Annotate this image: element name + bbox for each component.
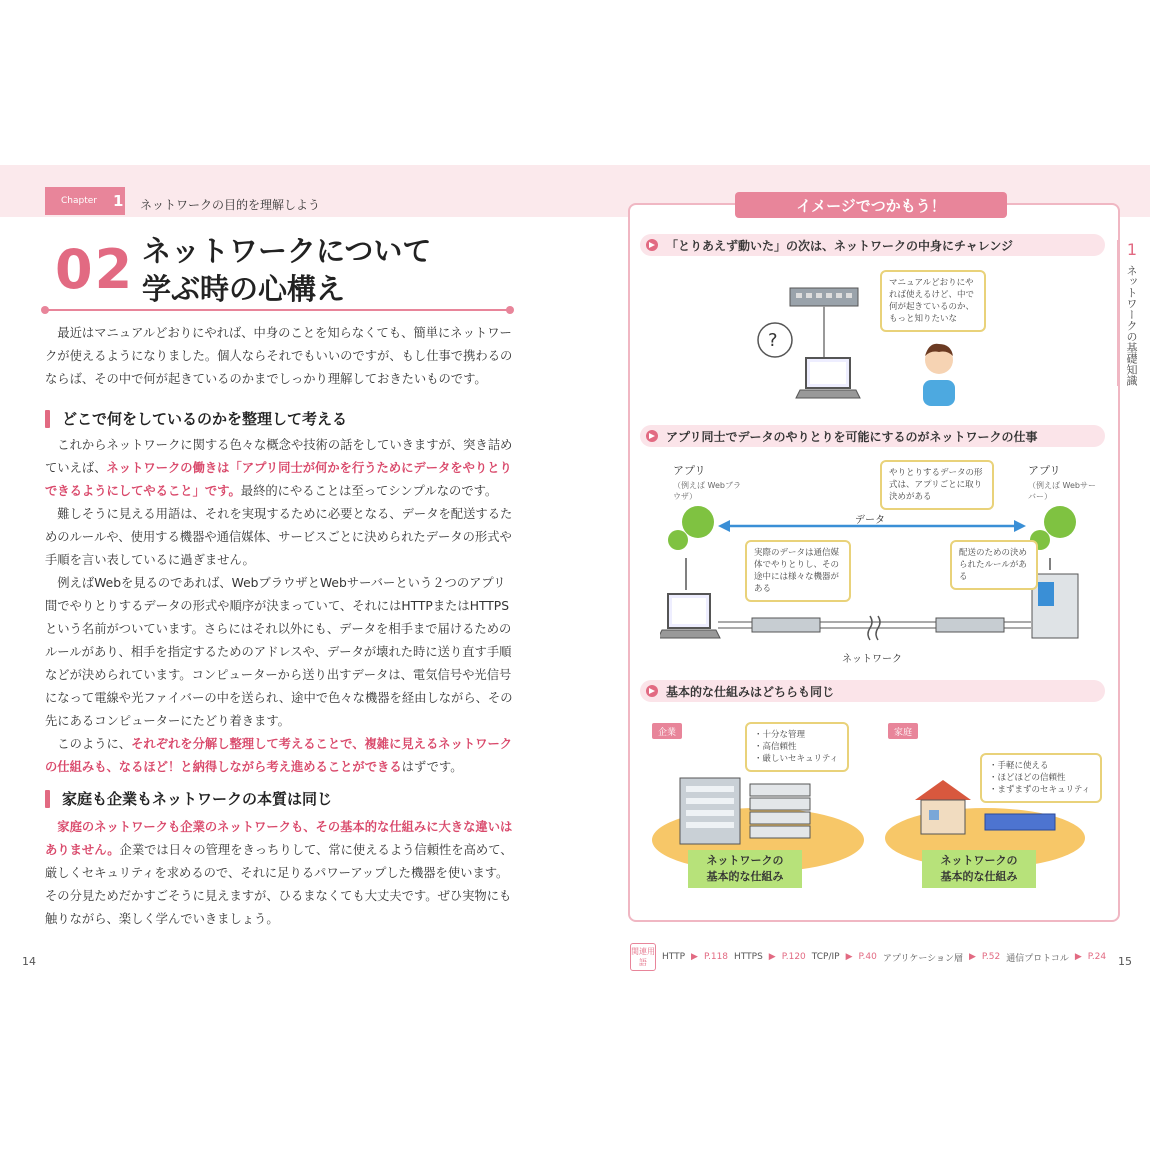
section-title [142, 232, 431, 308]
p1-text: これからネットワークに関する色々な概念や技術の話をしていきますが、突き詰めていえば、 [45, 438, 513, 475]
router-icon [752, 618, 820, 632]
paragraph-4 [45, 733, 513, 779]
arrow-icon: ▶ [845, 952, 853, 962]
ref-protocol[interactable]: P.24 [1087, 952, 1107, 962]
chapter-label: Chapter [61, 196, 97, 206]
term-application-layer: アプリケーション層 [882, 953, 963, 964]
p4-text: このように、 [57, 737, 132, 751]
router-icon [936, 618, 1004, 632]
heading-1-text: どこで何をしているのかを整理して考える [62, 410, 348, 428]
house-icon [915, 780, 971, 834]
term-http: HTTP [662, 952, 686, 962]
p4-text-after: はずです。 [401, 760, 463, 774]
bullet-arrow-icon [646, 239, 658, 251]
intro-paragraph [45, 322, 513, 391]
gear-icon [668, 506, 714, 550]
heading-1 [45, 408, 347, 429]
body-block-2 [45, 816, 513, 931]
page-number-left: 14 [22, 955, 36, 968]
home-bubble: ・手軽に使える ・ほどほどの信頼性 ・まずまずのセキュリティ [980, 753, 1102, 803]
paragraph-1 [45, 434, 513, 503]
data-label: データ [855, 515, 885, 526]
laptop-icon [660, 594, 720, 638]
ref-tcpip[interactable]: P.40 [858, 952, 877, 962]
ref-https[interactable]: P.120 [781, 952, 806, 962]
ref-http[interactable]: P.118 [703, 952, 729, 962]
side-chapter-title: ネットワークの基礎知識 [1125, 265, 1138, 386]
side-chapter-tab [1117, 240, 1145, 386]
speech-bubble-media: 実際のデータは通信媒体でやりとりし、その途中には様々な機器がある [745, 540, 851, 602]
related-terms-footer [630, 943, 1106, 971]
laptop-icon [796, 358, 860, 398]
app-right-label: アプリ [1028, 464, 1061, 477]
server-icon [1032, 574, 1078, 638]
paragraph-5 [45, 816, 513, 931]
page-number-right: 15 [1118, 955, 1132, 968]
section-number: 02 [55, 238, 135, 301]
app-left-label: アプリ [673, 464, 706, 477]
heading-2 [45, 788, 332, 809]
ref-application-layer[interactable]: P.52 [981, 952, 1001, 962]
arrow-icon: ▶ [968, 952, 976, 962]
illustration-1 [740, 280, 890, 410]
panel-subheading-3 [640, 680, 1105, 702]
network-label: ネットワーク [842, 654, 902, 665]
p5-highlight: 家庭のネットワークも企業のネットワークも、その基本的な仕組みに大きな違いはありません。 [45, 820, 513, 857]
paragraph-2: 難しそうに見える用語は、それを実現するために必要となる、データを配送するためのルールや、使用する機器や通信媒体、サービスごとに決められたデータの形式や手順を言い表しているに過ぎません。 [45, 507, 513, 567]
chapter-subtitle: ネットワークの目的を理解しよう [140, 198, 321, 212]
panel-subheading-1-text: 「とりあえず動いた」の次は、ネットワークの中身にチャレンジ [666, 238, 1014, 253]
app-right-sublabel: （例えば Webサーバー） [1028, 481, 1096, 501]
bullet-arrow-icon [646, 685, 658, 697]
title-rule [45, 309, 510, 311]
chapter-tab [45, 187, 125, 215]
term-protocol: 通信プロトコル [1006, 953, 1069, 964]
question-mark: ? [768, 330, 778, 351]
arrow-icon: ▶ [768, 952, 776, 962]
speech-bubble-rules: 配送のための決められたルールがある [950, 540, 1038, 590]
company-bubble: ・十分な管理 ・高信頼性 ・厳しいセキュリティ [745, 722, 849, 772]
term-https: HTTPS [734, 952, 763, 962]
arrow-icon: ▶ [691, 952, 698, 962]
heading-2-text: 家庭も企業もネットワークの本質は同じ [62, 790, 333, 808]
app-left-sublabel: （例えば Webブラウザ） [673, 481, 741, 501]
body-block-1 [45, 434, 513, 779]
chapter-number: 1 [112, 192, 124, 210]
p1-highlight: ネットワークの働きは「アプリ同士が何かを行うためにデータをやりとりできるようにしてやること」です。 [45, 461, 512, 498]
bullet-arrow-icon [646, 430, 658, 442]
person-icon [915, 340, 963, 406]
section-title-line2: 学ぶ時の心構え [142, 272, 346, 306]
related-terms-tag: 関連用語 [630, 943, 656, 971]
green-label-company: ネットワークの 基本的な仕組み [688, 850, 802, 888]
building-icon [680, 778, 740, 844]
section-title-line1: ネットワークについて [142, 234, 432, 268]
panel-subheading-2 [640, 425, 1105, 447]
heading-marker [45, 410, 50, 428]
intro-text: 最近はマニュアルどおりにやれば、中身のことを知らなくても、簡単にネットワークが使えるようになりました。個人ならそれでもいいのですが、もし仕事で携わるのならば、その中で何が起きているのかまでしっかり理解しておきたいものです。 [45, 326, 513, 386]
p4-highlight: それぞれを分解し整理して考えることで、複雑に見えるネットワークの仕組みも、なるほど！と納得しながら考え進めることができる [45, 737, 513, 774]
side-chapter-number: 1 [1126, 240, 1138, 259]
tag-home: 家庭 [888, 723, 918, 739]
arrow-icon: ▶ [1074, 952, 1082, 962]
panel-tag: イメージでつかもう！ [735, 192, 1007, 218]
p5-text: 企業では日々の管理をきっちりして、常に使えるよう信頼性を高めて、厳しくセキュリティを求めるので、それに足りるパワーアップした機器を使います。その分見ためだかすごそうに見えますが、ひるまなくても大丈夫です。ぜひ実物にも触りながら、楽しく学んでいきましょう。 [45, 843, 513, 926]
panel-subheading-2-text: アプリ同士でデータのやりとりを可能にするのがネットワークの仕事 [666, 429, 1038, 444]
router-icon [985, 814, 1055, 830]
panel-subheading-1 [640, 234, 1105, 256]
term-tcpip: TCP/IP [811, 952, 840, 962]
heading-marker [45, 790, 50, 808]
paragraph-3: 例えばWebを見るのであれば、WebブラウザとWebサーバーという２つのアプリ間でやりとりするデータの形式や順序が決まっていて、それにはHTTPまたはHTTPSという名前がついています。さらにはそれ以外にも、データを相手まで届けるためのルールがあり、相手を指定するためのアドレスや、データが壊れた時に送り直す手順などが決められています。コンピューターから送り出すデータは、電気信号や光信号になって電線や光ファイバーの中を送られ、途中で色々な機器を経由しながら、その先にあるコンピューターにたどり着きます。 [45, 576, 513, 728]
panel-subheading-3-text: 基本的な仕組みはどちらも同じ [666, 684, 835, 699]
tag-company: 企業 [652, 723, 682, 739]
switch-icon [790, 288, 858, 306]
speech-bubble-format: やりとりするデータの形式は、アプリごとに取り決めがある [880, 460, 994, 510]
p1-text-after: 最終的にやることは至ってシンプルなのです。 [240, 484, 498, 498]
green-label-home: ネットワークの 基本的な仕組み [922, 850, 1036, 888]
speech-bubble-person: マニュアルどおりにやれば使えるけど、中で何が起きているのか、もっと知りたいな [880, 270, 986, 332]
